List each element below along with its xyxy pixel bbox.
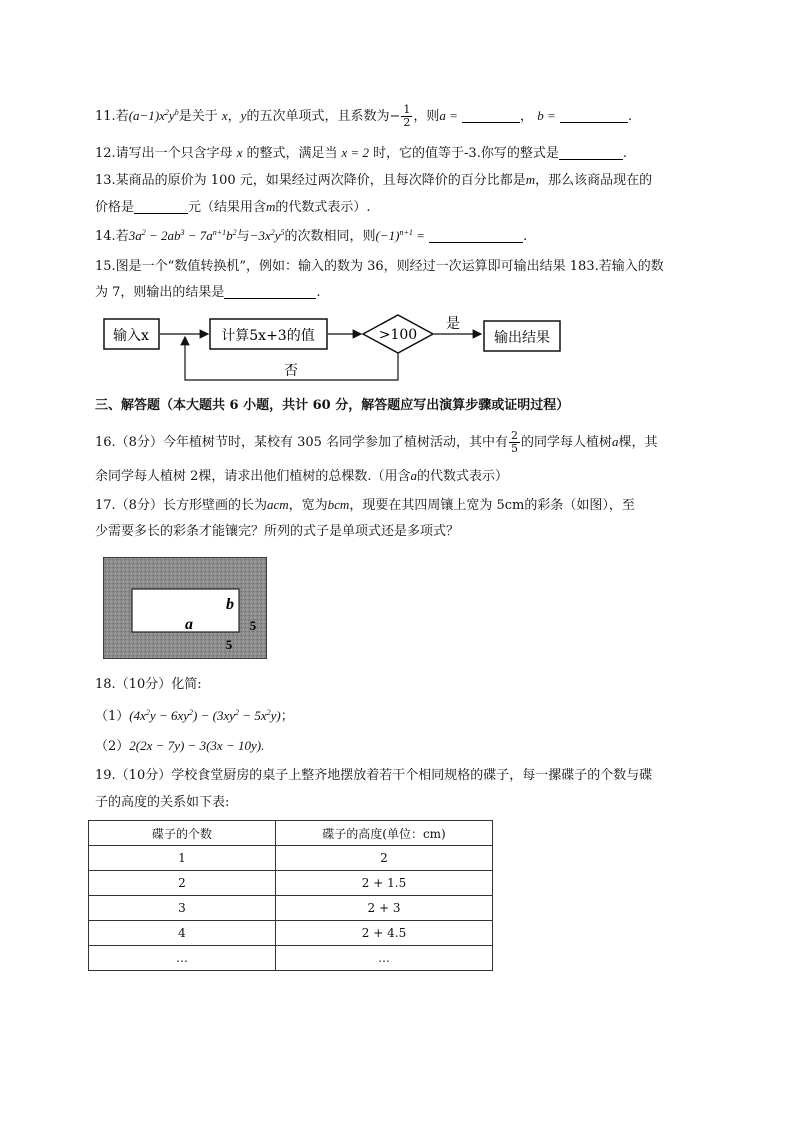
question-18-part1: $(1)(4x^2y - 6xy^2) - (3xy^2 - 5x^2y)$； [95, 708, 294, 724]
conversion-machine-flowchart [103, 313, 573, 385]
table-row: 3 2 + 3 [89, 896, 493, 921]
q12-blank[interactable] [559, 145, 623, 160]
plates-table [88, 820, 493, 971]
question-19-line2: 子的高度的关系如下表: [95, 795, 230, 810]
question-18-part2: （2）2(2x − 7y) − 3(3x − 10y). [95, 738, 265, 754]
q14-monomial: $-3x^2y^5$ [249, 228, 285, 243]
question-13-line2: 价格是 元（结果用含m的代数式表示）. [95, 199, 371, 215]
question-19-line1: 19.（10分）学校食堂厨房的桌子上整齐地摆放着若干个相同规格的碟子，每一摞碟子的个数与碟 [95, 768, 653, 783]
table-row: 2 2 + 1.5 [89, 871, 493, 896]
mural-frame-figure [103, 557, 267, 659]
q16-fraction: $\frac{2}{5}$ [511, 429, 519, 455]
question-13-line1: 13.某商品的原价为 100 元，如果经过两次降价，且每次降价的百分比都是m，那么该商品现在的 [95, 172, 653, 188]
table-row: 1 2 [89, 846, 493, 871]
compute-label: 计算5x+3的值 [221, 328, 315, 344]
question-14: 14.若$3a^2 - 2ab^3 - 7a^{n+1}b^2$与$-3x^2y^5$的次数相同，则$(-1)^{n+1}$ = . [95, 228, 528, 244]
table-header-row [89, 821, 493, 846]
table-row: … … [89, 946, 493, 971]
q13-blank[interactable] [134, 199, 188, 214]
label-a: a [185, 616, 193, 633]
q18-expr2: 2(2x − 7y) − 3(3x − 10y). [129, 738, 265, 753]
question-15-line1: 15.图是一个“数值转换机”，例如：输入的数为 36，则经过一次运算即可输出结果 183.若输入的数 [95, 259, 664, 274]
label-b: b [226, 596, 234, 613]
question-15-line2: 为 7，则输出的结果是 . [95, 285, 321, 300]
no-label: 否 [284, 363, 298, 379]
q18-expr1: $(4x^2y - 6xy^2) - (3xy^2 - 5x^2y)$ [129, 708, 281, 723]
question-18-title: 18.（10分）化简: [95, 677, 202, 692]
question-16-line1: 16.（8分）今年植树节时，某校有 305 名同学参加了植树活动，其中有 $\frac{2}{5}$ 的同学每人植树a棵，其 [95, 429, 658, 455]
question-17-line2: 少需要多长的彩条才能镶完？所列的式子是单项式还是多项式？ [95, 524, 460, 539]
question-11: 11.若$(a-1)x^2y^b$是关于 x，y的五次单项式，且系数为− $\frac{1}{2}$ ，则a = ， b = . [95, 103, 633, 129]
q11-fraction: $\frac{1}{2}$ [403, 103, 411, 129]
header-height: 碟子的高度(单位：cm) [276, 821, 493, 846]
header-count: 碟子的个数 [89, 821, 276, 846]
question-17-line1: 17.（8分）长方形壁画的长为acm，宽为bcm，现要在其四周镶上宽为 5cm的彩条（如图），至 [95, 497, 635, 513]
section-3-heading: 三、解答题（本大题共 6 小题，共计 60 分，解答题应写出演算步骤或证明过程） [95, 398, 570, 413]
input-label: 输入x [113, 328, 149, 344]
q14-power: $(-1)^{n+1}$ = [375, 228, 425, 243]
q11-blank-a[interactable] [462, 108, 520, 123]
q11-blank-b[interactable] [560, 108, 628, 123]
output-label: 输出结果 [494, 330, 550, 346]
label-5-right: 5 [249, 618, 257, 633]
q15-blank[interactable] [224, 284, 316, 299]
table-row: 4 2 + 4.5 [89, 921, 493, 946]
question-16-line2: 余同学每人植树 2棵，请求出他们植树的总棵数.（用含a的代数式表示） [95, 468, 509, 484]
q11-expression: $(a-1)x^2y^b$ [128, 108, 179, 123]
q14-poly: $3a^2 - 2ab^3 - 7a^{n+1}b^2$ [128, 228, 237, 243]
q14-blank[interactable] [429, 228, 523, 243]
label-5-bottom: 5 [225, 637, 233, 652]
condition-label: >100 [378, 327, 418, 343]
question-12: 12.请写出一个只含字母 x 的整式，满足当 x = 2 时，它的值等于-3.你写的整式是 . [95, 145, 627, 161]
yes-label: 是 [446, 316, 460, 332]
